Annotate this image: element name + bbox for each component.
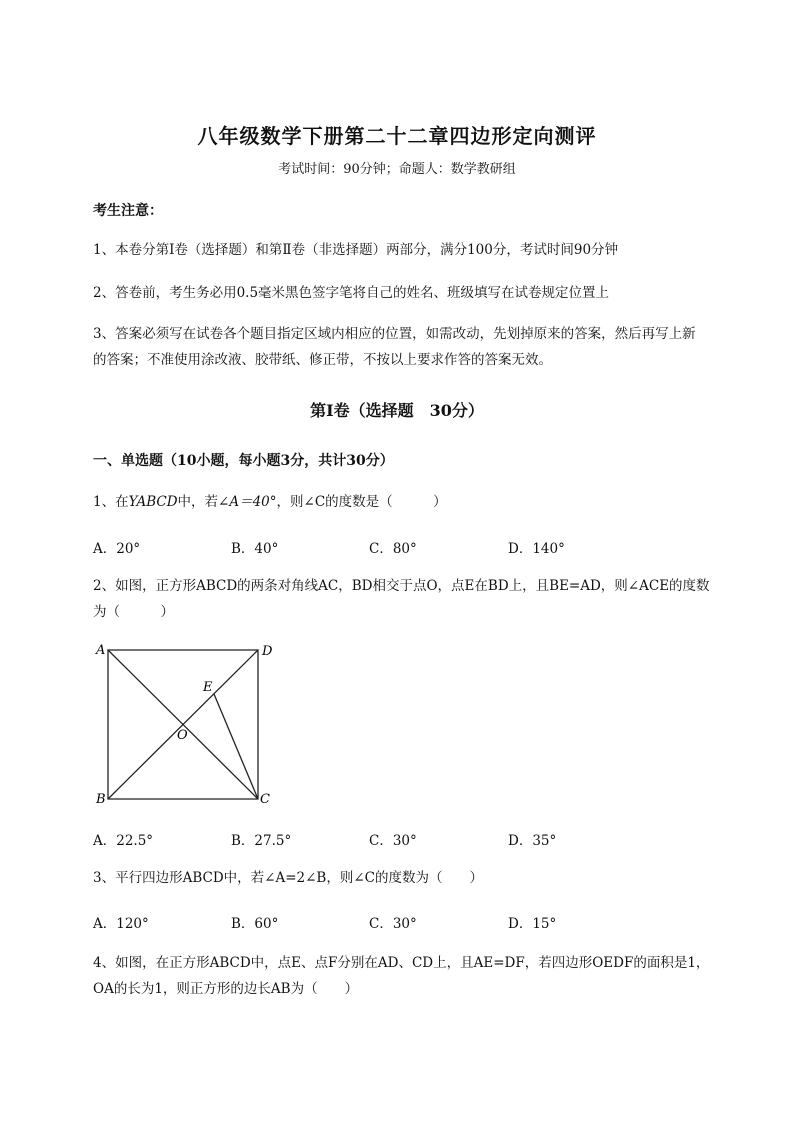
question-4-line-1: 4、如图，在正方形ABCD中，点E、点F分别在AD、CD上，且AE=DF，若四边形OEDF的面积是1， <box>93 955 710 971</box>
notice-item-3-line-2: 的答案；不准使用涂改液、胶带纸、修正带，不按以上要求作答的答案无效。 <box>93 352 552 368</box>
question-1 <box>93 488 447 516</box>
q2-option-d[interactable]: D．35° <box>508 833 557 849</box>
q1-option-a[interactable]: A．20° <box>93 541 141 557</box>
q3-option-a[interactable]: A．120° <box>93 916 149 932</box>
q1-shape: YABCD <box>128 494 178 510</box>
question-3: 3、平行四边形ABCD中，若∠A=2∠B，则∠C的度数为（ ） <box>93 870 483 886</box>
label-b: B <box>96 792 106 807</box>
q2-option-b[interactable]: B．27.5° <box>231 833 292 849</box>
q3-option-c[interactable]: C．30° <box>369 916 417 932</box>
q1-condition: ∠A＝40° <box>218 494 277 510</box>
notice-item-3-line-1: 3、答案必须写在试卷各个题目指定区域内相应的位置，如需改动，先划掉原来的答案，然后再写上新 <box>93 326 696 342</box>
question-4-line-2: OA的长为1，则正方形的边长AB为（ ） <box>93 981 359 997</box>
q1-option-b[interactable]: B．40° <box>231 541 279 557</box>
question-2-line-1: 2、如图，正方形ABCD的两条对角线AC，BD相交于点O，点E在BD上，且BE=AD，则∠ACE的度数 <box>93 578 710 594</box>
square-diagram <box>90 640 290 815</box>
notice-item-1: 1、本卷分第I卷（选择题）和第Ⅱ卷（非选择题）两部分，满分100分，考试时间90分钟 <box>93 242 619 258</box>
q2-option-c[interactable]: C．30° <box>369 833 417 849</box>
label-a: A <box>96 643 106 658</box>
label-c: C <box>260 792 270 807</box>
part-title: 一、单选题（10小题，每小题3分，共计30分） <box>93 453 394 469</box>
q1-option-c[interactable]: C．80° <box>369 541 417 557</box>
label-e: E <box>203 680 213 695</box>
exam-subtitle: 考试时间：90分钟；命题人：数学教研组 <box>278 162 516 177</box>
label-d: D <box>262 644 273 659</box>
q1-mid: 中，若 <box>177 494 219 510</box>
label-o: O <box>177 728 188 743</box>
q2-option-a[interactable]: A．22.5° <box>93 833 154 849</box>
notice-heading: 考生注意： <box>93 203 163 219</box>
q1-option-d[interactable]: D．140° <box>508 541 565 557</box>
q1-pre: 1、在 <box>93 494 129 510</box>
notice-item-2: 2、答卷前，考生务必用0.5毫米黑色签字笔将自己的姓名、班级填写在试卷规定位置上 <box>93 285 610 301</box>
question-2-line-2: 为（ ） <box>93 604 174 620</box>
page-title: 八年级数学下册第二十二章四边形定向测评 <box>197 124 597 148</box>
q1-post: ，则∠C的度数是（ ） <box>276 494 447 510</box>
q3-option-d[interactable]: D．15° <box>508 916 557 932</box>
q3-option-b[interactable]: B．60° <box>231 916 279 932</box>
segment-ce <box>214 694 258 799</box>
section-title: 第I卷（选择题 30分） <box>310 401 484 420</box>
